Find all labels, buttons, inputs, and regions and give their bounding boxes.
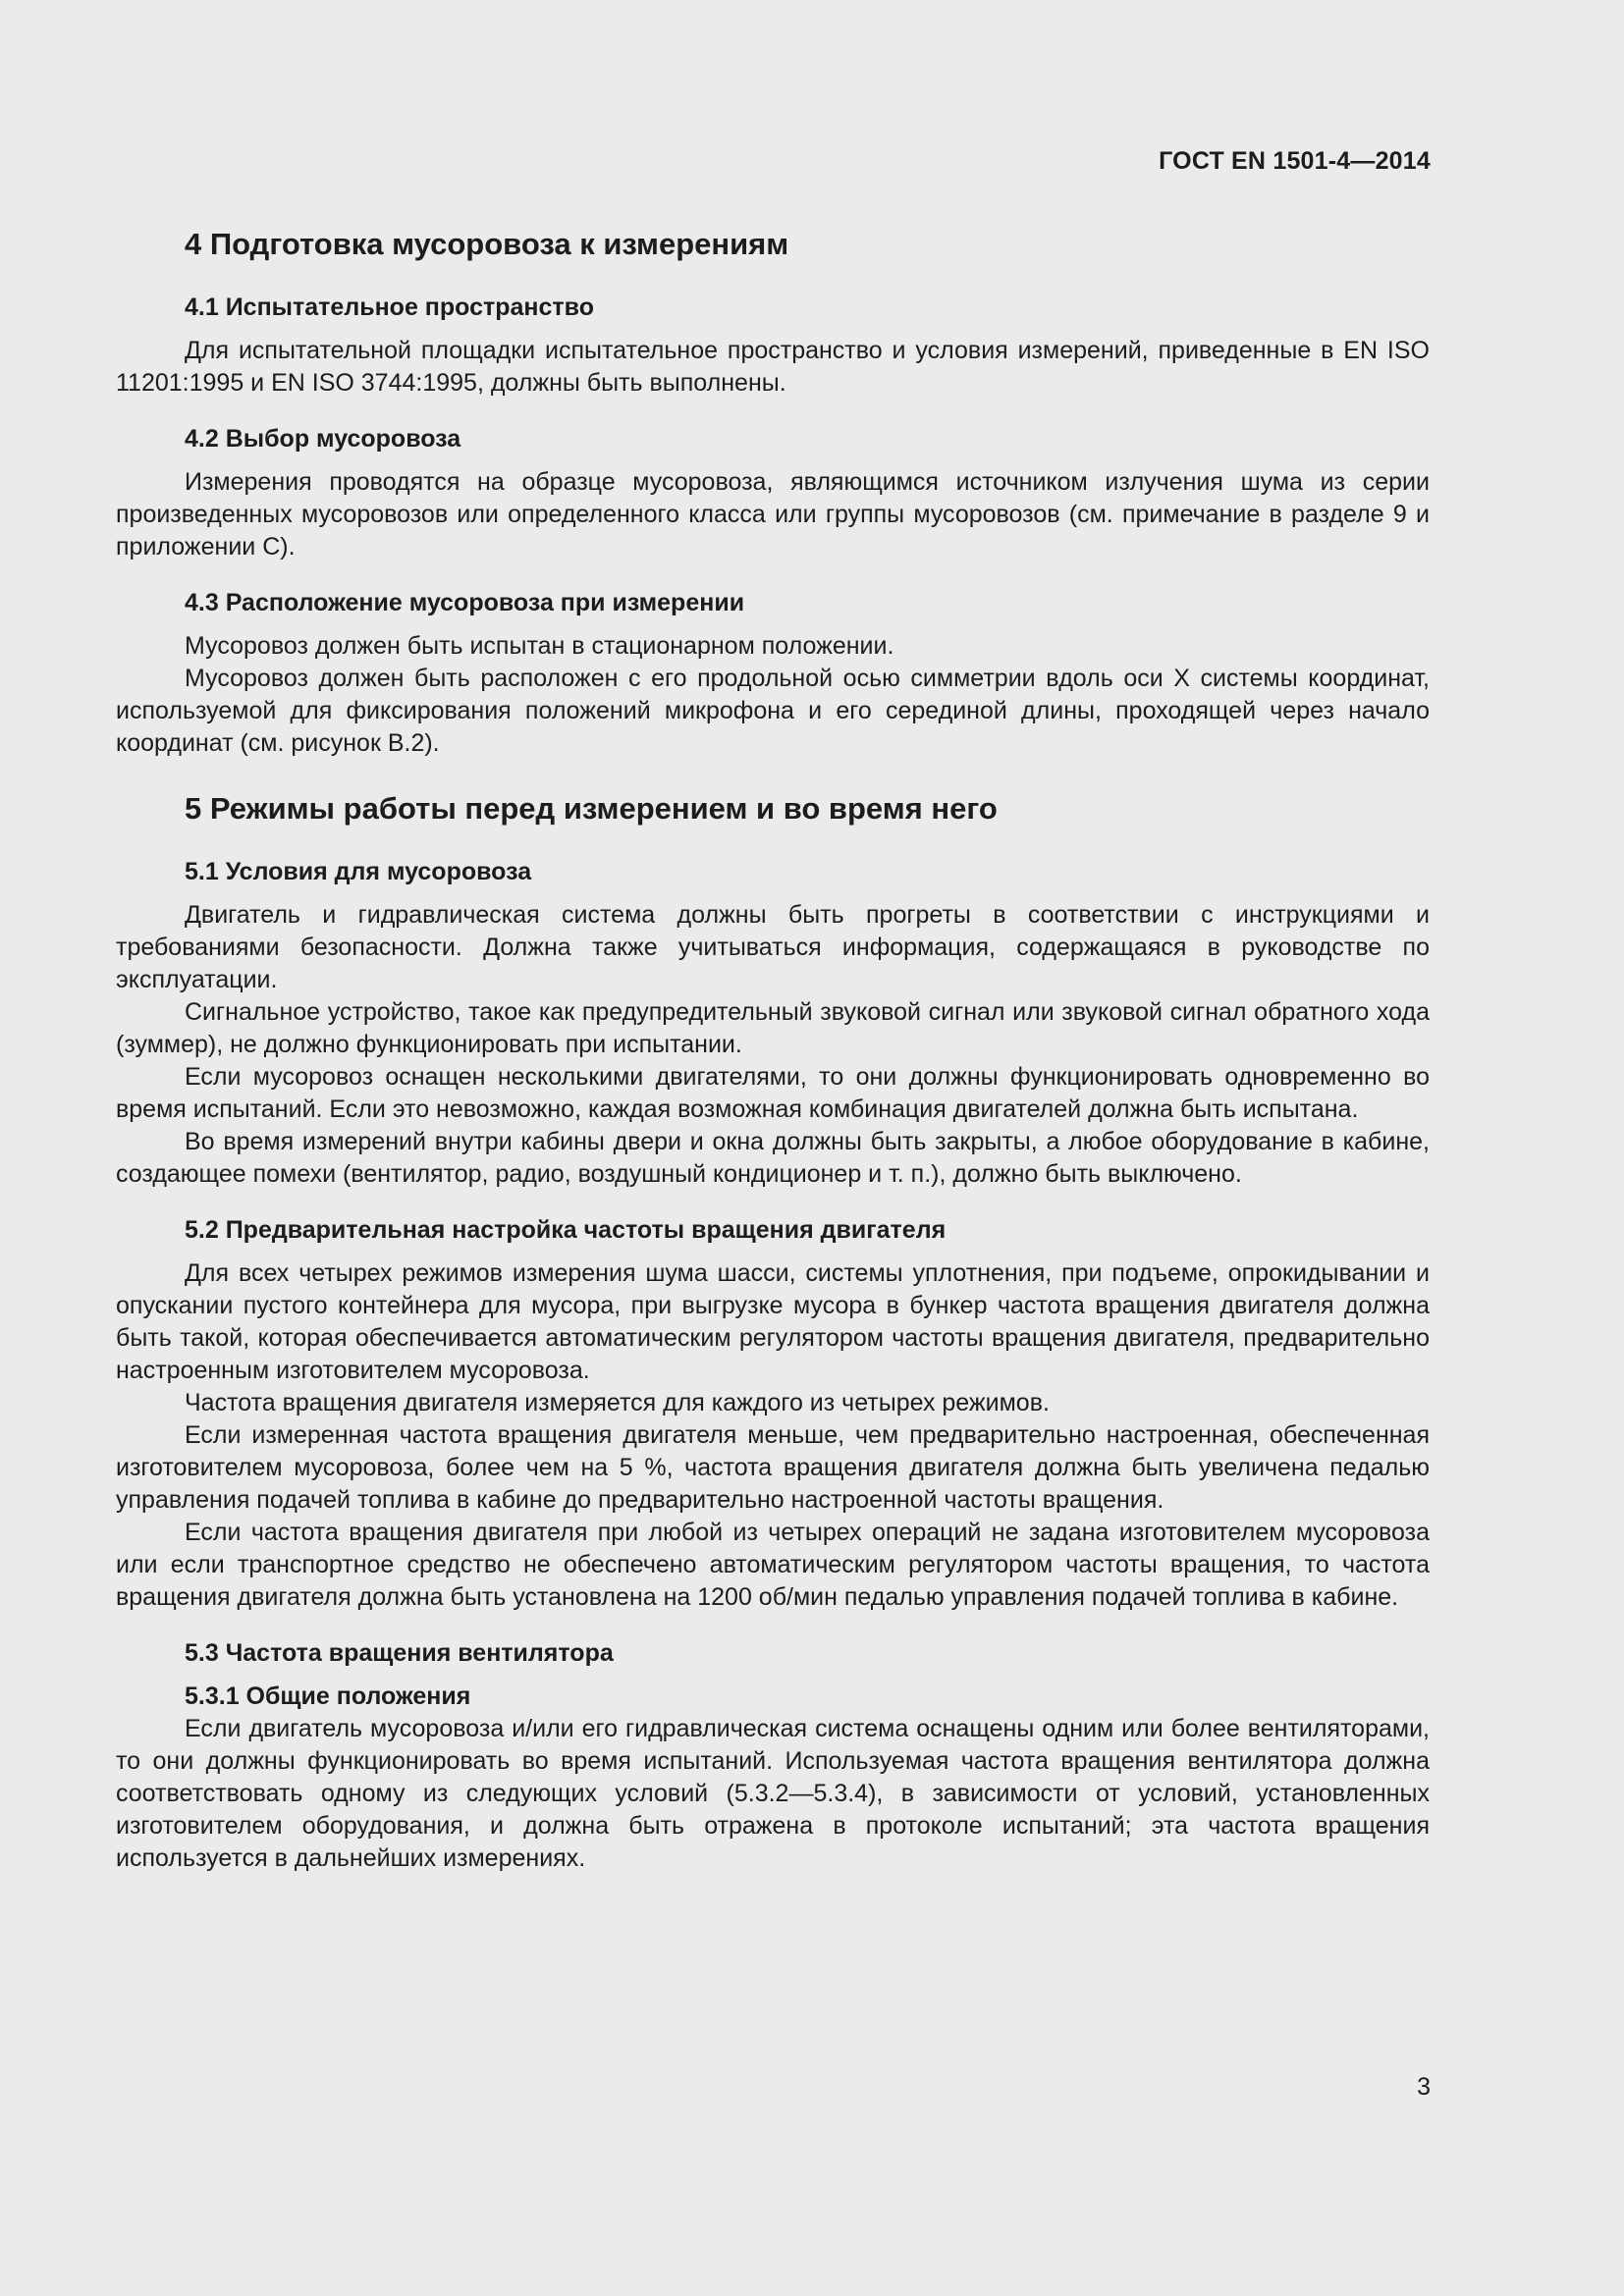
page-number: 3 (1417, 2073, 1431, 2101)
paragraph: Для всех четырех режимов измерения шума шасси, системы уплотнения, при подъеме, опрокидывании и опускании пустого контейнера для мусора, при выгрузке мусора в бункер частота вращения двигателя должна быть такой, которая обеспечивается автоматическим регулятором частоты вращения двигателя, предварительно настроенным изготовителем мусоровоза. (116, 1259, 1430, 1384)
paragraph: Если частота вращения двигателя при любой из четырех операций не задана изготовителем мусоровоза или если транспортное средство не обеспечено автоматическим регулятором частоты вращения, то частота вращения двигателя должна быть установлена на 1200 об/мин педалью управления подачей топлива в кабине. (116, 1519, 1430, 1611)
paragraph: Сигнальное устройство, такое как предупредительный звуковой сигнал или звуковой сигнал обратного хода (зуммер), не должно функционировать при испытании. (116, 998, 1430, 1058)
paragraph: Измерения проводятся на образце мусоровоза, являющимся источником излучения шума из серии произведенных мусоровозов или определенного класса или группы мусоровозов (см. примечание в разделе 9 и приложении С). (116, 468, 1430, 561)
section-5-3-1-heading: 5.3.1 Общие положения (185, 1682, 471, 1710)
paragraph: Двигатель и гидравлическая система должны быть прогреты в соответствии с инструкциями и требованиями безопасности. Должна также учитываться информация, содержащаяся в руководстве по эксплуатации. (116, 901, 1430, 993)
paragraph: Мусоровоз должен быть испытан в стационарном положении. (185, 632, 894, 660)
page-content (116, 221, 1430, 1875)
section-5-1-body (116, 899, 1430, 1191)
section-4-2-body (116, 466, 1430, 563)
section-4-3-body (116, 630, 1430, 760)
section-5-1-heading: 5.1 Условия для мусоровоза (185, 858, 532, 885)
paragraph: Если измеренная частота вращения двигателя меньше, чем предварительно настроенная, обеспеченная изготовителем мусоровоза, более чем на 5 %, частота вращения двигателя должна быть увеличена педалью управления подачей топлива в кабине до предварительно настроенной частоты вращения. (116, 1421, 1430, 1514)
paragraph: Мусоровоз должен быть расположен с его продольной осью симметрии вдоль оси X системы координат, используемой для фиксирования положений микрофона и его серединой длины, проходящей через начало координат (см. рисунок В.2). (116, 665, 1430, 757)
section-4-1-heading: 4.1 Испытательное пространство (185, 294, 594, 321)
section-4-1-body (116, 335, 1430, 400)
paragraph: Если двигатель мусоровоза и/или его гидравлическая система оснащены одним или более вентиляторами, то они должны функционировать во время испытаний. Используемая частота вращения вентилятора должна соответствовать одному из следующих условий (5.3.2—5.3.4), в зависимости от условий, установленных изготовителем оборудования, и должна быть отражена в протоколе испытаний; эта частота вращения используется в дальнейших измерениях. (116, 1715, 1430, 1872)
paragraph: Частота вращения двигателя измеряется для каждого из четырех режимов. (185, 1389, 1050, 1416)
section-4-2-heading: 4.2 Выбор мусоровоза (185, 425, 461, 453)
section-4-heading: 4 Подготовка мусоровоза к измерениям (185, 227, 789, 261)
section-5-2-heading: 5.2 Предварительная настройка частоты вращения двигателя (185, 1216, 947, 1244)
document-id-header: ГОСТ EN 1501-4—2014 (1159, 147, 1431, 175)
section-5-2-body (116, 1257, 1430, 1614)
paragraph: Во время измерений внутри кабины двери и окна должны быть закрыты, а любое оборудование в кабине, создающее помехи (вентилятор, радио, воздушный кондиционер и т. п.), должно быть выключено. (116, 1128, 1430, 1188)
paragraph: Для испытательной площадки испытательное пространство и условия измерений, приведенные в EN ISO 11201:1995 и EN ISO 3744:1995, должны быть выполнены. (116, 337, 1430, 397)
section-5-heading: 5 Режимы работы перед измерением и во время него (185, 791, 998, 826)
paragraph: Если мусоровоз оснащен несколькими двигателями, то они должны функционировать одновременно во время испытаний. Если это невозможно, каждая возможная комбинация двигателей должна быть испытана. (116, 1063, 1430, 1123)
section-5-3-heading: 5.3 Частота вращения вентилятора (185, 1639, 614, 1667)
section-5-3-1-body (116, 1713, 1430, 1875)
section-4-3-heading: 4.3 Расположение мусоровоза при измерении (185, 589, 745, 616)
